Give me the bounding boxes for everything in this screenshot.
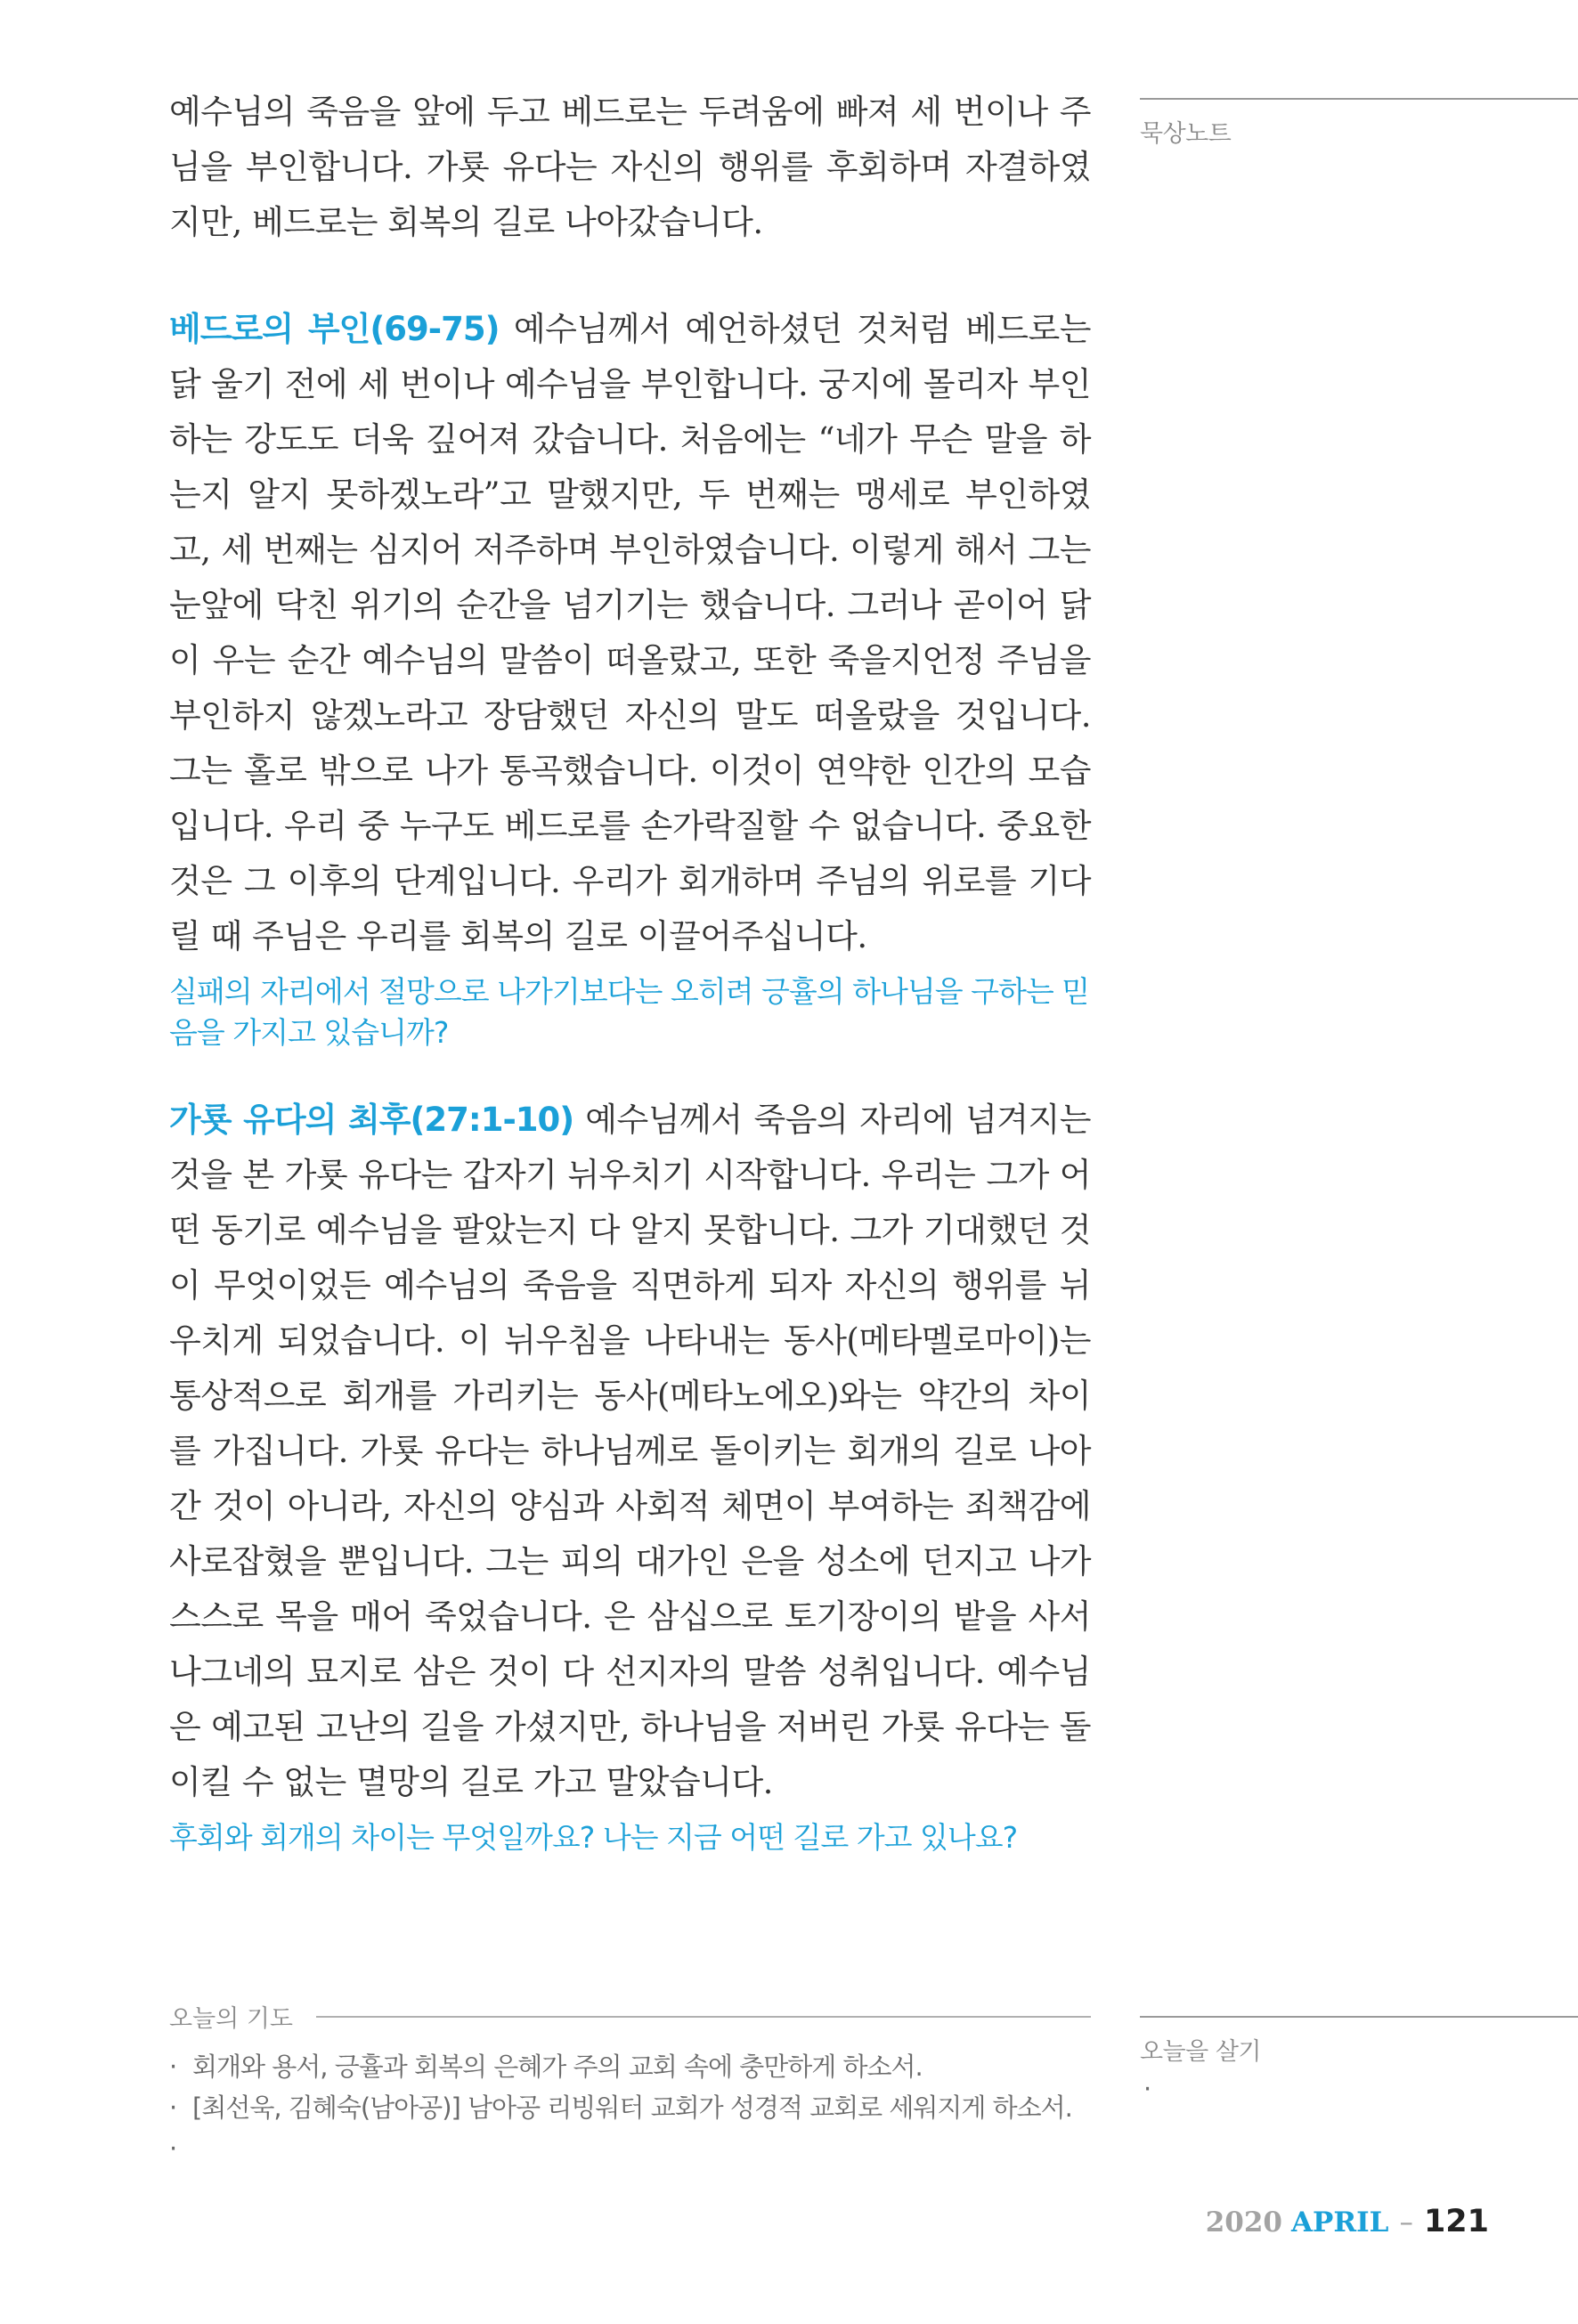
reflection-question: 후회와 회개의 차이는 무엇일까요? 나는 지금 어떤 길로 가고 있나요? (169, 1820, 1018, 1855)
prayer-list (169, 2046, 1091, 2169)
section-paragraph (169, 1093, 1091, 1810)
living-label: 오늘을 살기 (1140, 2038, 1261, 2066)
divider (1140, 98, 1578, 100)
bullet: · (169, 2092, 177, 2123)
page-footer (1206, 2204, 1489, 2239)
section-title: 베드로의 부인(69-75) (169, 310, 500, 348)
section-peter-denial (169, 302, 1091, 1053)
intro-paragraph: 예수님의 죽음을 앞에 두고 베드로는 두려움에 빠져 세 번이나 주님을 부인합니다. 가룟 유다는 자신의 행위를 후회하며 자결하였지만, 베드로는 회복의 길로 나아갔습니다. (169, 93, 1091, 241)
section-body: 예수님께서 죽음의 자리에 넘겨지는 것을 본 가룟 유다는 갑자기 뉘우치기 시작합니다. 우리는 그가 어떤 동기로 예수님을 팔았는지 다 알지 못합니다. 그가 기대했던 것이 무엇이었든 예수님의 죽음을 직면하게 되자 자신의 행위를 뉘우치게 되었습니다. 이 뉘우침을 나타내는 동사(메타멜로마이)는 통상적으로 회개를 가리키는 동사(메타노에오)와는 약간의 차이를 가집니다. 가룟 유다는 하나님께로 돌이키는 회개의 길로 나아간 것이 아니라, 자신의 양심과 사회적 체면이 부여하는 죄책감에 사로잡혔을 뿐입니다. 그는 피의 대가인 은을 성소에 던지고 나가 스스로 목을 매어 죽었습니다. 은 삼십으로 토기장이의 밭을 사서 나그네의 묘지로 삼은 것이 다 선지자의 말씀 성취입니다. 예수님은 예고된 고난의 길을 가셨지만, 하나님을 저버린 가룟 유다는 돌이킬 수 없는 멸망의 길로 가고 말았습니다. (169, 1101, 1091, 1801)
page-number: 121 (1423, 2204, 1489, 2239)
todays-living (1140, 2016, 1578, 2104)
section-body: 예수님께서 예언하셨던 것처럼 베드로는 닭 울기 전에 세 번이나 예수님을 부인합니다. 궁지에 몰리자 부인하는 강도도 더욱 깊어져 갔습니다. 처음에는 “네가 무슨 말을 하는지 알지 못하겠노라”고 말했지만, 두 번째는 맹세로 부인하였고, 세 번째는 심지어 저주하며 부인하였습니다. 이렇게 해서 그는 눈앞에 닥친 위기의 순간을 넘기기는 했습니다. 그러나 곧이어 닭이 우는 순간 예수님의 말씀이 떠올랐고, 또한 죽을지언정 주님을 부인하지 않겠노라고 장담했던 자신의 말도 떠올랐을 것입니다. 그는 홀로 밖으로 나가 통곡했습니다. 이것이 연약한 인간의 모습입니다. 우리 중 누구도 베드로를 손가락질할 수 없습니다. 중요한 것은 그 이후의 단계입니다. 우리가 회개하며 주님의 위로를 기다릴 때 주님은 우리를 회복의 길로 이끌어주십니다. (169, 310, 1091, 955)
footer-year: 2020 (1205, 2206, 1282, 2239)
section-judas-end (169, 1093, 1091, 1858)
bullet: · (1143, 2074, 1152, 2104)
footer-dash: – (1399, 2206, 1413, 2239)
todays-prayer (169, 1999, 1091, 2169)
prayer-header (169, 1999, 1091, 2034)
main-content (169, 85, 1091, 1858)
section-paragraph (169, 302, 1091, 964)
section-title: 가룟 유다의 최후(27:1-10) (169, 1101, 574, 1139)
meditation-notes-label: 묵상노트 (1140, 120, 1232, 148)
list-item (169, 2128, 1091, 2169)
prayer-text: [최선욱, 김혜숙(남아공)] 남아공 리빙워터 교회가 성경적 교회로 세워지게 하소서. (192, 2092, 1072, 2123)
divider (1140, 2016, 1578, 2018)
prayer-label: 오늘의 기도 (169, 2005, 293, 2033)
list-item (169, 2087, 1091, 2128)
prayer-text: 회개와 용서, 긍휼과 회복의 은혜가 주의 교회 속에 충만하게 하소서. (192, 2052, 923, 2082)
divider (316, 2016, 1091, 2018)
reflection-question: 실패의 자리에서 절망으로 나가기보다는 오히려 긍휼의 하나님을 구하는 믿음을 가지고 있습니까? (169, 974, 1090, 1050)
meditation-notes (1140, 98, 1578, 149)
list-item (169, 2046, 1091, 2087)
bullet: · (169, 2052, 177, 2082)
footer-month: APRIL (1291, 2206, 1389, 2239)
bullet: · (169, 2133, 177, 2164)
